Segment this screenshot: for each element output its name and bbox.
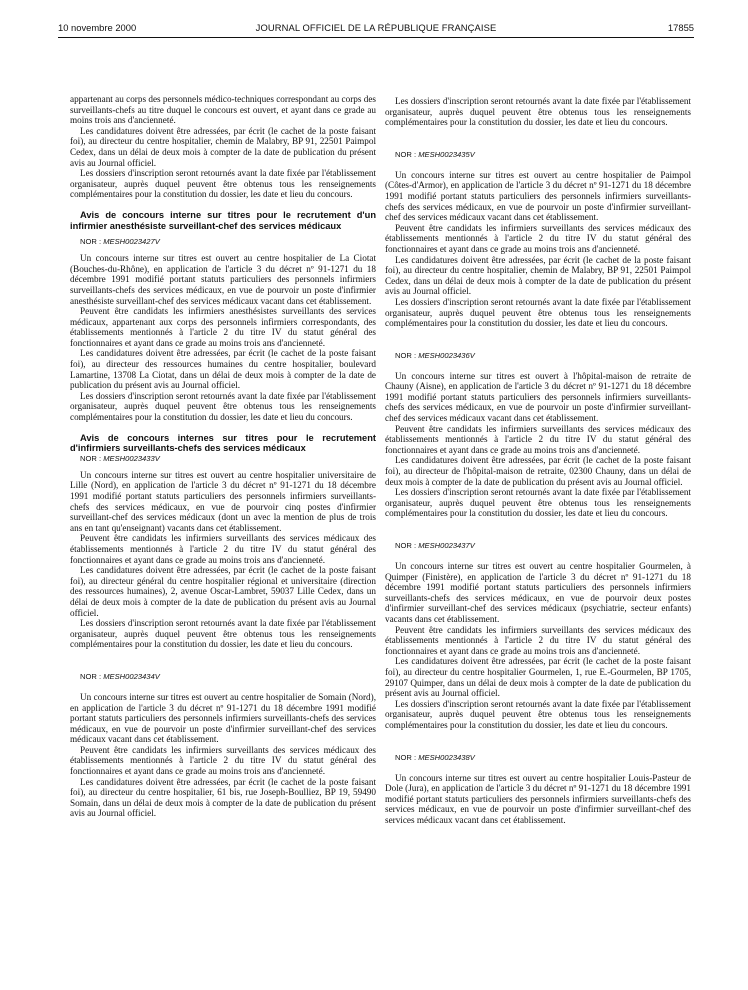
left-column <box>70 94 376 819</box>
paragraph: Les candidatures doivent être adressées, par écrit (le cachet de la poste faisant foi), au directeur du centre hospitalier, 61 bis, rue Joseph-Boulliez, BP 19, 59490 Somain, dans un délai de deux mois à compter de la date de publication du présent avis au Journal officiel. <box>70 776 376 819</box>
paragraph: Peuvent être candidats les infirmiers surveillants des services médicaux des établissements mentionnés à l'article 2 du titre IV du statut général des fonctionnaires et ayant dans ce grade au moins trois ans d'ancienneté. <box>385 423 691 455</box>
nor-reference: NOR : MESH0023438V <box>395 752 475 762</box>
paragraph: Un concours interne sur titres est ouvert au centre hospitalier Louis-Pasteur de Dole (Jura), en application de l'article 3 du décret nº 91-1271 du 18 décembre 1991 modifié portant statuts particuliers des personnels infirmiers surveillants-chefs des services médicaux, en vue de pourvoir un poste d'infirmier surveillant-chef des services médicaux vacant dans cet établissement. <box>385 772 691 825</box>
paragraph: Un concours interne sur titres est ouvert au centre hospitalier de Somain (Nord), en application de l'article 3 du décret nº 91-1271 du 18 décembre 1991 modifié portant statuts particuliers des personnels infirmiers surveillants-chefs des services médicaux, en vue de pourvoir un poste d'infirmier surveillant-chef des services médicaux vacant dans cet établissement. <box>70 691 376 745</box>
paragraph: Les dossiers d'inscription seront retournés avant la date fixée par l'établissement organisateur, auprès duquel peuvent être obtenus tous les renseignements complémentaires pour la constitution du dossier, les date et lieu du concours. <box>385 698 691 730</box>
paragraph: Les candidatures doivent être adressées, par écrit (le cachet de la poste faisant foi), au directeur du centre hospitalier, chemin de Malabry, BP 91, 22501 Paimpol Cedex, dans un délai de deux mois à compter de la date de publication du présent avis au Journal officiel. <box>70 125 376 168</box>
paragraph: Les candidatures doivent être adressées, par écrit (le cachet de la poste faisant foi), au directeur général du centre hospitalier régional et universitaire (direction des ressources humaines), 2, avenue Oscar-Lambret, 59037 Lille Cedex, dans un délai de deux mois à compter de la date de publication du présent avis au Journal officiel. <box>70 565 376 618</box>
nor-reference: NOR : MESH0023436V <box>395 350 475 360</box>
right-column <box>385 96 691 825</box>
paragraph: Peuvent être candidats les infirmiers anesthésistes surveillants des services médicaux, appartenant aux corps des personnels infirmiers correspondants, des établissements mentionnés à l'article 2 du titre IV du statut général des fonctionnaires et ayant dans ce grade au moins trois ans d'ancienneté. <box>70 306 376 348</box>
paragraph: Un concours interne sur titres est ouvert au centre hospitalier de La Ciotat (Bouches-du-Rhône), en application de l'article 3 du décret nº 91-1271 du 18 décembre 1991 modifié portant statuts particuliers des personnels infirmiers surveillants-chefs des services médicaux, en vue de pourvoir un poste d'infirmier anesthésiste surveillant-chef des services médicaux vacant dans cet établissement. <box>70 253 376 306</box>
paragraph: Les dossiers d'inscription seront retournés avant la date fixée par l'établissement organisateur, auprès duquel peuvent être obtenus tous les renseignements complémentaires pour la constitution du dossier, les date et lieu du concours. <box>70 168 376 200</box>
paragraph: Les candidatures doivent être adressées, par écrit (le cachet de la poste faisant foi), au directeur de l'hôpital-maison de retraite, 02300 Chauny, dans un délai de deux mois à compter de la date de publication du présent avis au Journal officiel. <box>385 455 691 487</box>
paragraph: Les dossiers d'inscription seront retournés avant la date fixée par l'établissement organisateur, auprès duquel peuvent être obtenus tous les renseignements complémentaires pour la constitution du dossier, les date et lieu du concours. <box>70 390 376 423</box>
paragraph: appartenant au corps des personnels médico-techniques correspondant au corps des surveillants-chefs au titre duquel le concours est ouvert, et ayant dans ce grade au moins trois ans d'ancienneté. <box>70 94 376 126</box>
paragraph: Les dossiers d'inscription seront retournés avant la date fixée par l'établissement organisateur, auprès duquel peuvent être obtenus tous les renseignements complémentaires pour la constitution du dossier, les date et lieu du concours. <box>385 296 691 329</box>
paragraph: Peuvent être candidats les infirmiers surveillants des services médicaux des établissements mentionnés à l'article 2 du titre IV du statut général des fonctionnaires et ayant dans ce grade au moins trois ans d'ancienneté. <box>385 222 691 254</box>
page-header <box>58 22 694 36</box>
nor-reference: NOR : MESH0023427V <box>80 237 160 247</box>
paragraph: Les candidatures doivent être adressées, par écrit (le cachet de la poste faisant foi), au directeur des ressources humaines du centre hospitalier, boulevard Lamartine, 13708 La Ciotat, dans un délai de deux mois à compter de la date de publication du présent avis au Journal officiel. <box>70 348 376 391</box>
paragraph: Les candidatures doivent être adressées, par écrit (le cachet de la poste faisant foi), au directeur du centre hospitalier Gourmelen, 1, rue E.-Gourmelen, BP 1705, 29107 Quimper, dans un délai de deux mois à compter de la date de publication du présent avis au Journal officiel. <box>385 656 691 699</box>
paragraph: Un concours interne sur titres est ouvert au centre hospitalier de Paimpol (Côtes-d'Armor), en application de l'article 3 du décret nº 91-1271 du 18 décembre 1991 modifié portant statuts particuliers des personnels infirmiers surveillants-chefs des services médicaux, en vue de pourvoir un poste d'infirmier surveillant-chef des services médicaux vacant dans cet établissement. <box>385 169 691 223</box>
issue-date: 10 novembre 2000 <box>58 22 137 33</box>
section-heading: Avis de concours interne sur titres pour le recrutement d'un infirmier anesthésiste surveillant-chef des services médicaux <box>70 209 376 231</box>
paragraph: Les dossiers d'inscription seront retournés avant la date fixée par l'établissement organisateur, auprès duquel peuvent être obtenus tous les renseignements complémentaires pour la constitution du dossier, les date et lieu du concours. <box>385 96 691 128</box>
nor-reference: NOR : MESH0023434V <box>80 671 160 681</box>
nor-reference: NOR : MESH0023435V <box>395 149 475 159</box>
page-number: 17855 <box>667 22 694 33</box>
section-heading: Avis de concours internes sur titres pour le recrutement d'infirmiers surveillants-chefs des services médicaux <box>70 432 376 454</box>
journal-title: JOURNAL OFFICIEL DE LA RÉPUBLIQUE FRANÇAISE <box>255 22 497 33</box>
nor-reference: NOR : MESH0023433V <box>80 453 160 463</box>
paragraph: Peuvent être candidats les infirmiers surveillants des services médicaux des établissements mentionnés à l'article 2 du titre IV du statut général des fonctionnaires et ayant dans ce grade au moins trois ans d'ancienneté. <box>70 533 376 565</box>
paragraph: Un concours interne sur titres est ouvert au centre hospitalier Gourmelen, à Quimper (Finistère), en application de l'article 3 du décret nº 91-1271 du 18 décembre 1991 modifié portant statuts particuliers des personnels infirmiers surveillants-chefs des services médicaux, en vue de pourvoir deux postes d'infirmier surveillant-chef des services médicaux (psychiatrie, secteur enfants) vacants dans cet établissement. <box>385 561 691 624</box>
paragraph: Les dossiers d'inscription seront retournés avant la date fixée par l'établissement organisateur, auprès duquel peuvent être obtenus tous les renseignements complémentaires pour la constitution du dossier, les date et lieu du concours. <box>385 487 691 519</box>
paragraph: Un concours interne sur titres est ouvert à l'hôpital-maison de retraite de Chauny (Aisne), en application de l'article 3 du décret nº 91-1271 du 18 décembre 1991 modifié portant statuts particuliers des personnels infirmiers surveillants-chefs des services médicaux, en vue de pourvoir un poste d'infirmier surveillant-chef des services médicaux vacant dans cet établissement. <box>385 370 691 424</box>
nor-reference: NOR : MESH0023437V <box>395 541 475 550</box>
paragraph: Les dossiers d'inscription seront retournés avant la date fixée par l'établissement organisateur, auprès duquel peuvent être obtenus tous les renseignements complémentaires pour la constitution du dossier, les date et lieu du concours. <box>70 618 376 650</box>
paragraph: Peuvent être candidats les infirmiers surveillants des services médicaux des établissements mentionnés à l'article 2 du titre IV du statut général des fonctionnaires et ayant dans ce grade au moins trois ans d'ancienneté. <box>385 624 691 656</box>
paragraph: Un concours interne sur titres est ouvert au centre hospitalier universitaire de Lille (Nord), en application de l'article 3 du décret nº 91-1271 du 18 décembre 1991 modifié portant statuts particuliers des personnels infirmiers surveillants-chefs des services médicaux, en vue de pourvoir cinq postes d'infirmier surveillant-chef des services médicaux (dont un avec la mention de plus de trois ans en tant qu'enseignant) vacants dans cet établissement. <box>70 469 376 533</box>
paragraph: Les candidatures doivent être adressées, par écrit (le cachet de la poste faisant foi), au directeur du centre hospitalier, chemin de Malabry, BP 91, 22501 Paimpol Cedex, dans un délai de deux mois à compter de la date de publication du présent avis au Journal officiel. <box>385 254 691 297</box>
paragraph: Peuvent être candidats les infirmiers surveillants des services médicaux des établissements mentionnés à l'article 2 du titre IV du statut général des fonctionnaires et ayant dans ce grade au moins trois ans d'ancienneté. <box>70 744 376 777</box>
header-rule <box>58 37 694 38</box>
